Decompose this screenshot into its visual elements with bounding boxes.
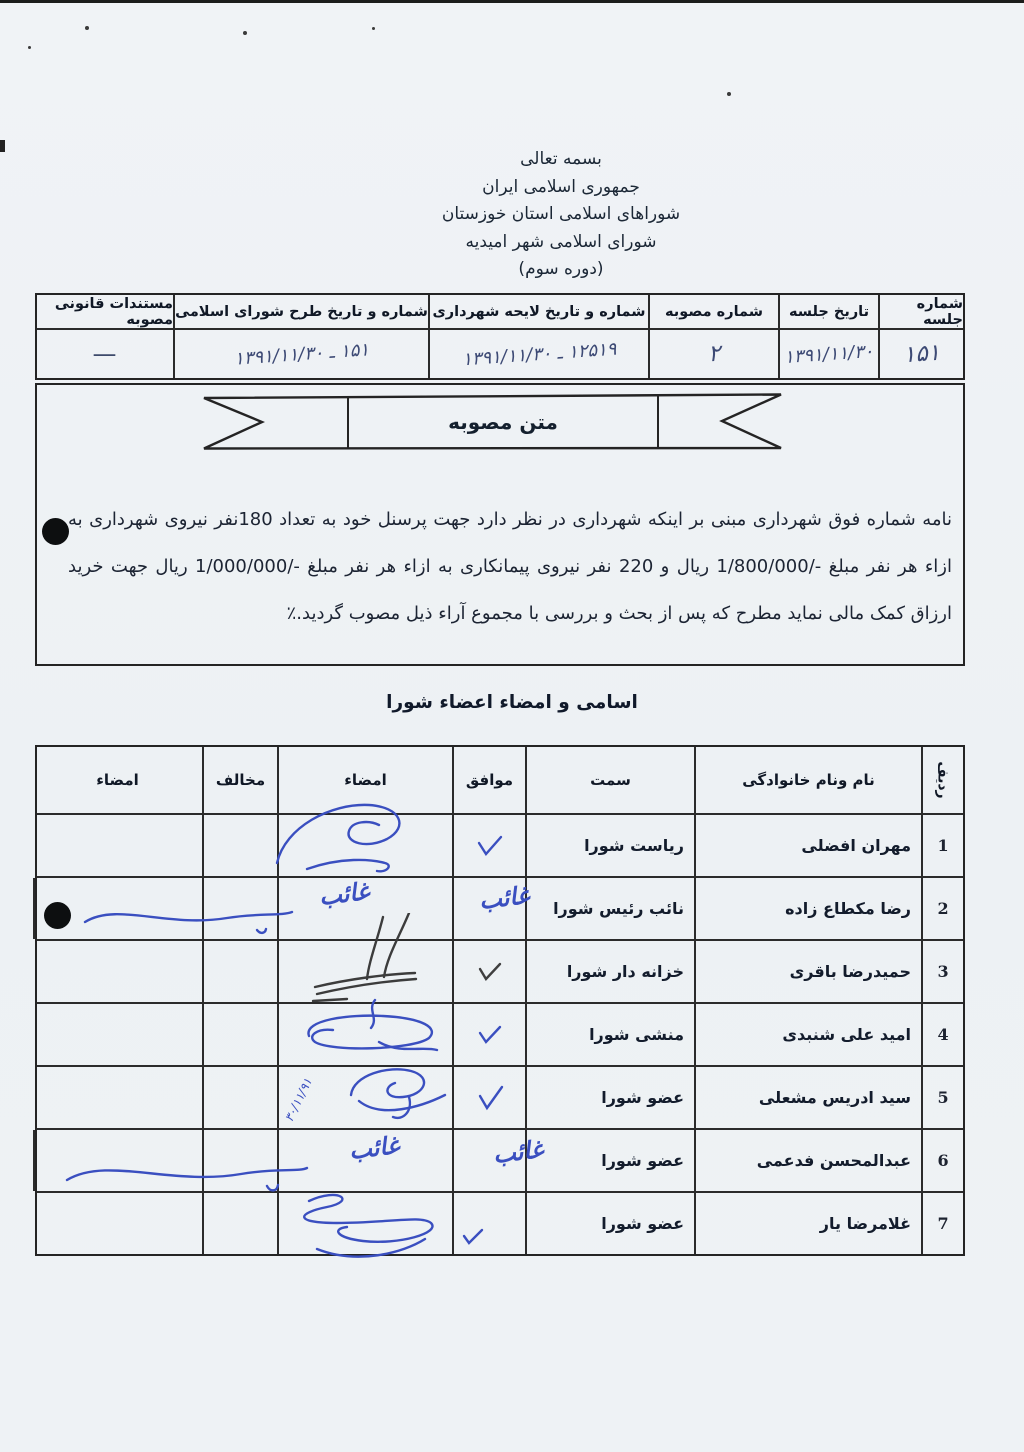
oppose-cell: [202, 941, 277, 1002]
member-role: منشی شورا: [525, 1004, 694, 1065]
meta-col-legal-docs: مستندات قانونی مصوبه: [54, 295, 173, 328]
oppose-cell: [202, 1004, 277, 1065]
members-header-row: [37, 747, 963, 813]
signature2-cell: [33, 1067, 202, 1128]
hole-punch-mark: [42, 518, 69, 545]
member-role: عضو شورا: [525, 1067, 694, 1128]
absent-word: غائب: [491, 1135, 545, 1169]
approve-cell: [452, 1004, 525, 1065]
col-full-name: نام ونام خانوادگی: [694, 747, 921, 813]
col-approve: موافق: [452, 747, 525, 813]
plan-number-date-handwritten: ۱۵۱ ـ ۱۳۹۱/۱۱/۳۰: [233, 338, 370, 370]
oppose-cell: [202, 1067, 277, 1128]
member-row-5: [37, 1065, 963, 1128]
absent-word: غائب: [477, 881, 531, 915]
meta-col-resolution-no: شماره مصوبه: [648, 295, 778, 328]
oppose-cell: [202, 1193, 277, 1254]
session-date-handwritten: ۱۳۹۱/۱۱/۳۰: [783, 340, 875, 368]
resolution-meta-table: [35, 293, 965, 380]
member-role: ریاست شورا: [525, 815, 694, 876]
ribbon-title-text: متن مصوبه: [448, 410, 558, 434]
member-role: عضو شورا: [525, 1130, 694, 1191]
dust-speck: [28, 46, 31, 49]
signature-date: ۳۰/۱۱/۹۱: [281, 1075, 315, 1125]
legal-docs-dash: —: [92, 340, 118, 368]
signature-cell: [277, 1067, 452, 1128]
member-name: امید علی شنبدی: [694, 1004, 921, 1065]
member-row-6: [37, 1128, 963, 1191]
letterhead: [96, 146, 1024, 284]
scan-edge-artifact: [0, 140, 5, 152]
approve-cell: [452, 815, 525, 876]
resolution-text: نامه شماره فوق شهرداری مبنی بر اینکه شهرداری در نظر دارد جهت پرسنل خود به تعداد 180نفر نیروی شهرداری به ازاء هر نفر مبلغ -/1/800/000 ریال و 220 نفر نیروی پیمانکاری به ازاء هر نفر مبلغ -/1/000/000 ریال جهت خرید ارزاق کمک مالی نماید مطرح که پس از بحث و بررسی با مجموع آراء ذیل مصوب گردید.٪: [68, 509, 952, 624]
member-row-7: [37, 1191, 963, 1254]
row-number: 4: [921, 1004, 963, 1065]
member-row-1: [37, 813, 963, 876]
col-oppose: مخالف: [202, 747, 277, 813]
row-number: 1: [921, 815, 963, 876]
meta-col-bill-no-date: شماره و تاریخ لایحه شهرداری: [428, 295, 648, 328]
row-number: 5: [921, 1067, 963, 1128]
letterhead-line-country: جمهوری اسلامی ایران: [482, 176, 640, 197]
letterhead-line-basmala: بسمه تعالی: [520, 149, 602, 169]
approve-checkmark: [475, 1084, 505, 1112]
signature2-cell: [33, 941, 202, 1002]
session-number-handwritten: ۱۵۱: [902, 339, 941, 369]
col-row-number: ردیف: [935, 761, 951, 799]
signature-cell: [277, 941, 452, 1002]
approve-cell: [452, 1067, 525, 1128]
approve-cell: [452, 941, 525, 1002]
signature-mark: [273, 1183, 483, 1279]
signature-cell: [277, 815, 452, 876]
absent-note: [37, 1130, 557, 1191]
signature2-cell: [33, 815, 202, 876]
col-position: سمت: [525, 747, 694, 813]
meta-col-plan-no-date: شماره و تاریخ طرح شورای اسلامی: [173, 295, 428, 328]
member-name: رضا مکطاع زاده: [694, 878, 921, 939]
signature2-cell: [33, 1004, 202, 1065]
members-section-title: اسامی و امضاء اعضاء شورا: [386, 692, 638, 713]
scan-edge-artifact: [0, 0, 1024, 3]
member-name: سید ادریس مشعلی: [694, 1067, 921, 1128]
member-role: عضو شورا: [525, 1193, 694, 1254]
approve-cell: [452, 1193, 525, 1254]
oppose-cell: [202, 815, 277, 876]
meta-header-row: [37, 295, 963, 328]
members-signature-table: [35, 745, 965, 1256]
meta-col-session-no: شماره جلسه: [878, 295, 963, 328]
signature2-cell: [33, 1193, 202, 1254]
member-row-2: [37, 876, 963, 939]
member-role: نائب رئیس شورا: [525, 878, 694, 939]
approve-checkmark: [475, 833, 505, 859]
letterhead-line-province-councils: شوراهای اسلامی استان خوزستان: [441, 204, 681, 224]
dust-speck: [85, 26, 89, 30]
member-role: خزانه دار شورا: [525, 941, 694, 1002]
row-number: 2: [921, 878, 963, 939]
absent-word: غائب: [347, 1131, 401, 1165]
member-row-3: [37, 939, 963, 1002]
absent-flourish: [61, 1146, 311, 1198]
row-number: 6: [921, 1130, 963, 1191]
col-signature: امضاء: [277, 747, 452, 813]
row-number: 3: [921, 941, 963, 1002]
signature-cell: [277, 1004, 452, 1065]
member-name: حمیدرضا باقری: [694, 941, 921, 1002]
absent-note: [37, 878, 557, 939]
member-name: عبدالمحسن فدعمی: [694, 1130, 921, 1191]
approve-checkmark: [476, 960, 504, 984]
approve-checkmark: [461, 1227, 485, 1247]
letterhead-line-city-council: شورای اسلامی شهر امیدیه: [465, 231, 657, 252]
signature-cell: [277, 1193, 452, 1254]
meta-values-row: [37, 328, 963, 378]
dust-speck: [727, 92, 731, 96]
member-row-4: [37, 1002, 963, 1065]
row-number: 7: [921, 1193, 963, 1254]
col-signature-2: امضاء: [96, 771, 139, 789]
member-name: مهران افضلی: [694, 815, 921, 876]
bill-number-date-handwritten: ۱۲۵۱۹ ـ ۱۳۹۱/۱۱/۳۰: [461, 338, 617, 370]
member-name: غلامرضا یار: [694, 1193, 921, 1254]
absent-flourish: [77, 892, 297, 938]
letterhead-line-term: (دوره سوم): [518, 259, 604, 279]
meta-col-session-date: تاریخ جلسه: [778, 295, 878, 328]
dust-speck: [243, 31, 247, 35]
dust-speck: [372, 27, 375, 30]
resolution-title-ribbon: [200, 391, 785, 453]
absent-word: غائب: [317, 877, 371, 911]
approve-checkmark: [477, 1024, 503, 1046]
resolution-number-handwritten: ۲: [706, 340, 722, 368]
